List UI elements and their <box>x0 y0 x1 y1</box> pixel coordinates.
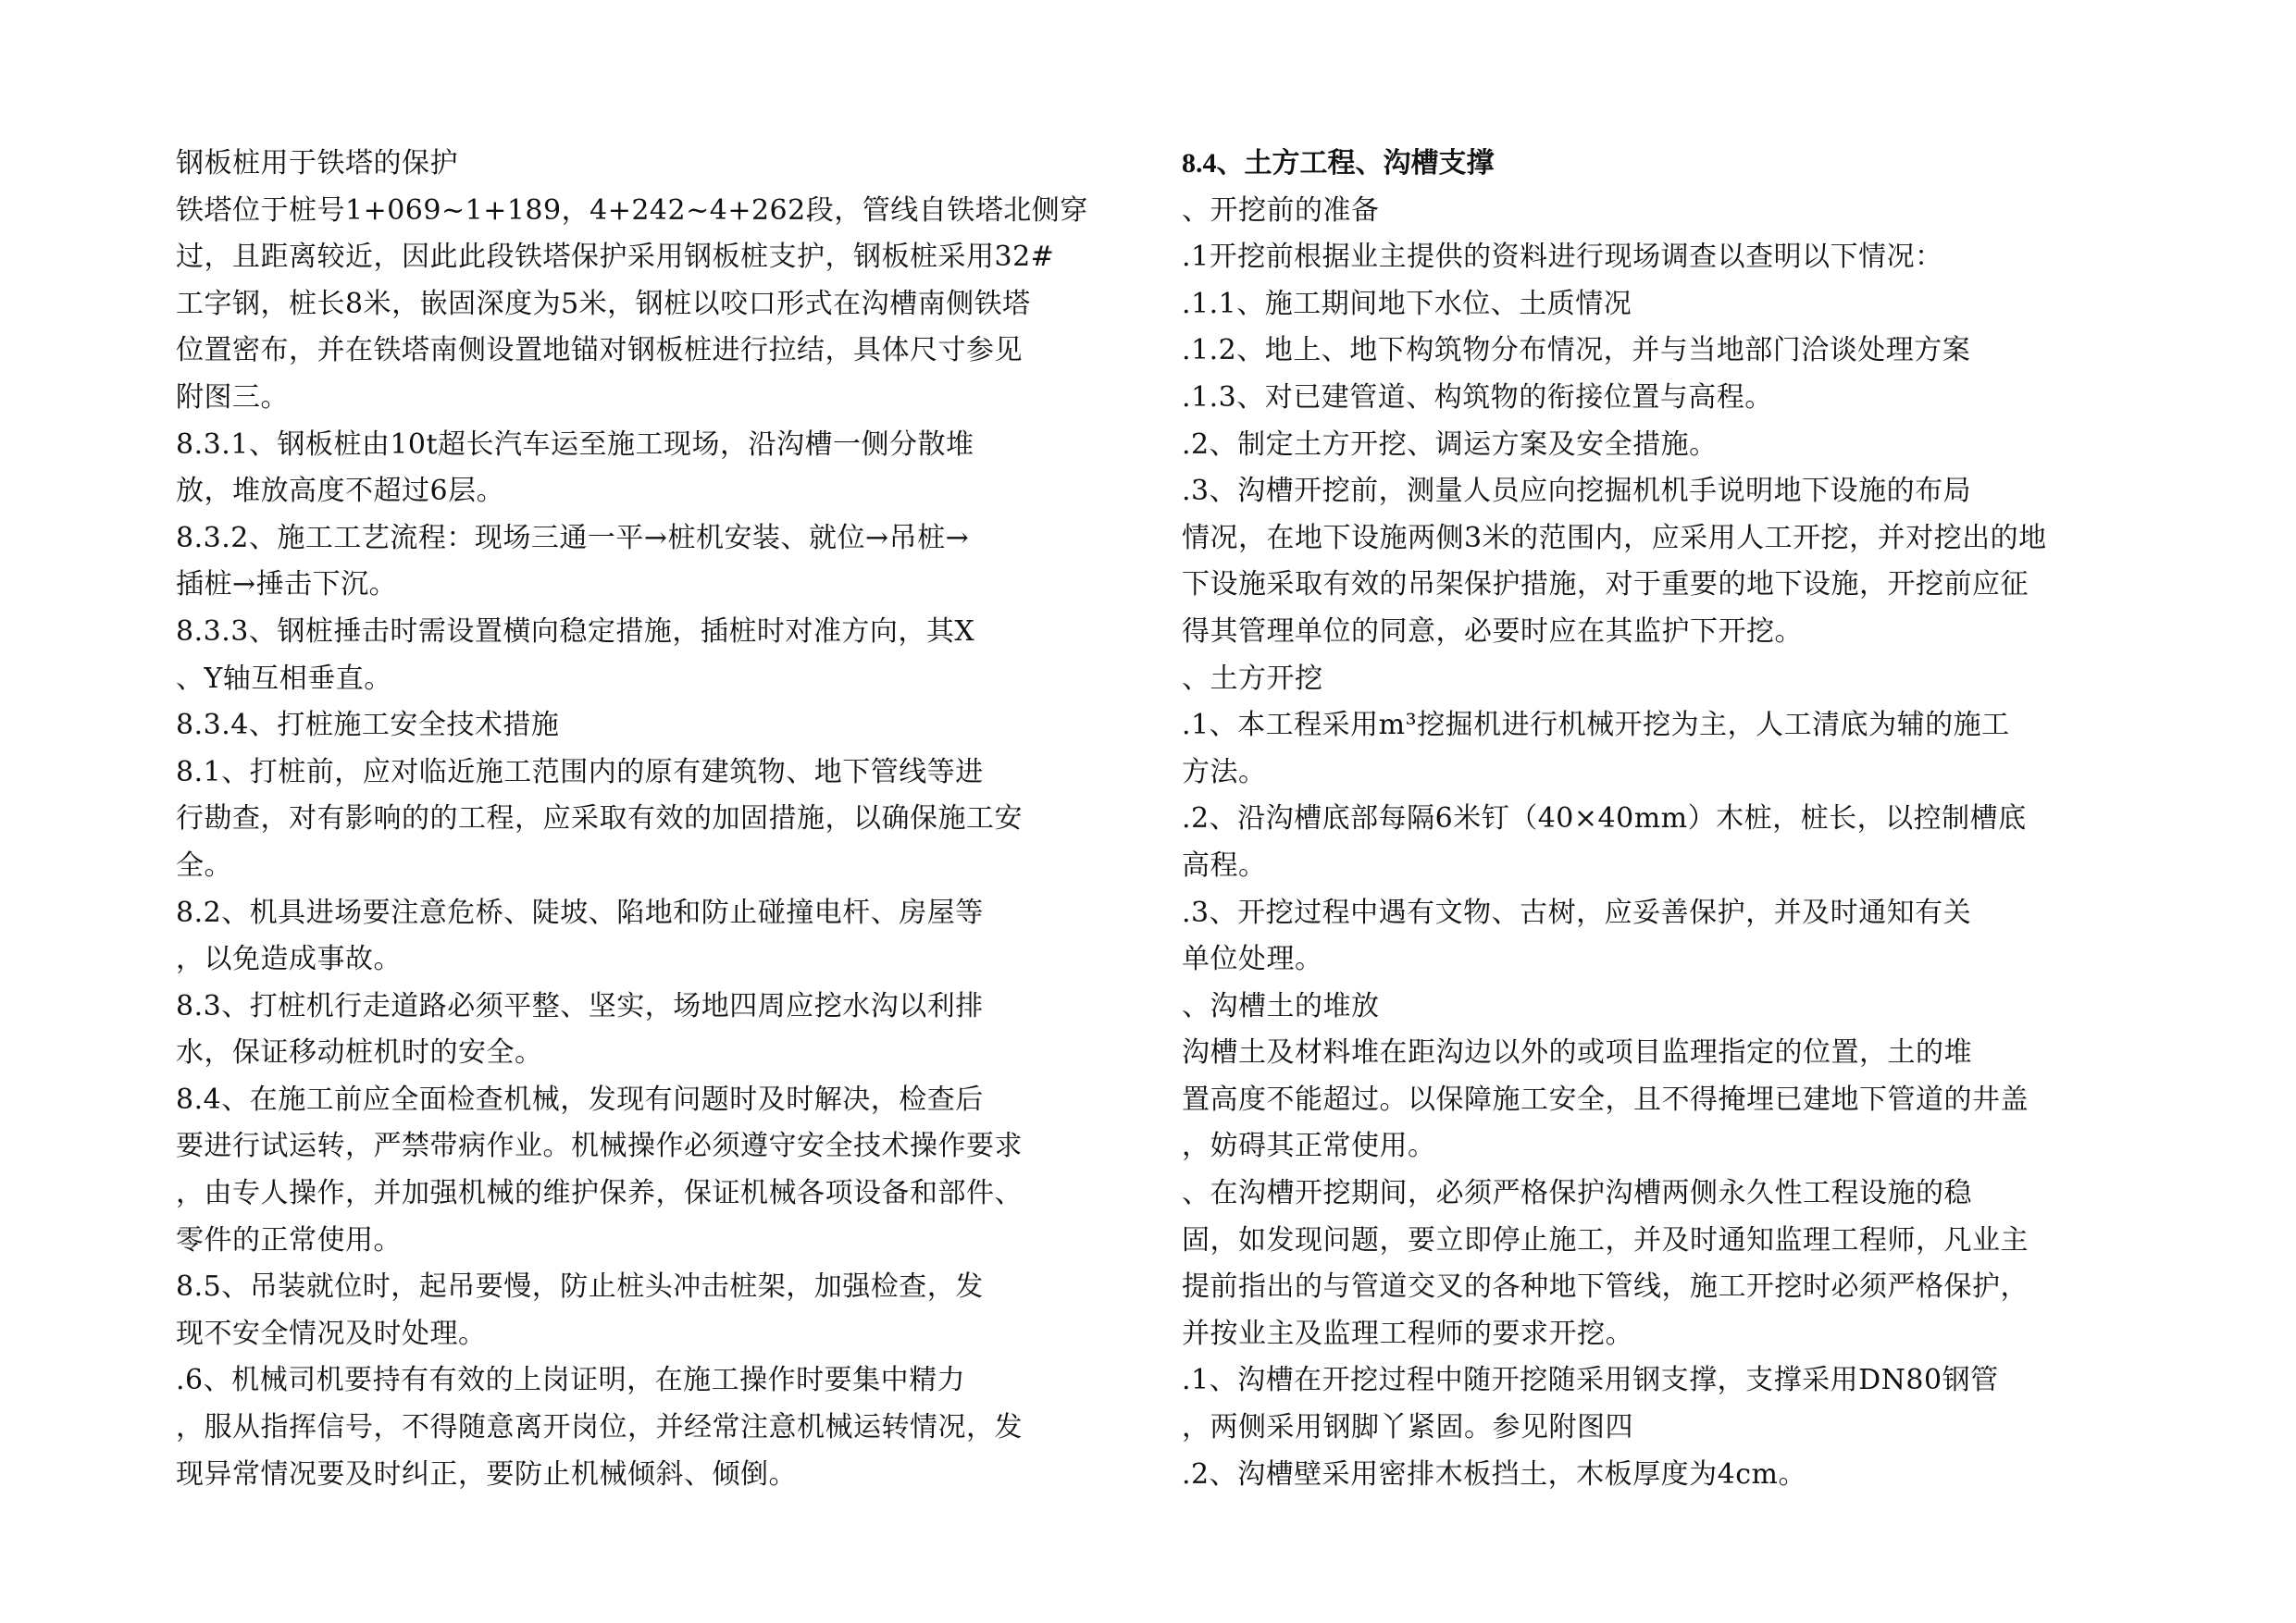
paragraph-sheet-pile-title: 钢板桩用于铁塔的保护 <box>176 147 458 180</box>
paragraph-soil-stacking-title: 、沟槽土的堆放 <box>1182 989 1380 1022</box>
paragraph-earth-excavation-title: 、土方开挖 <box>1182 662 1323 695</box>
paragraph-tower-location: 铁塔位于桩号1+069~1+189，4+242~4+262段，管线自铁塔北侧穿 过，且距离较近，因此此段铁塔保护采用钢板桩支护，钢板桩采用32# 工字钢，桩长8米，嵌固深度为5米，钢桩以咬口形式在沟槽南侧铁塔 位置密布，并在铁塔南侧设置地锚对钢板桩进行拉结，具体尺寸参见 附图三。 <box>176 193 1088 414</box>
paragraph-wood-stakes: .2、沿沟槽底部每隔6米钉（40×40mm）木桩，桩长，以控制槽底 高程。 <box>1182 802 2027 882</box>
paragraph-8-3: 8.3、打桩机行走道路必须平整、坚实，场地四周应挖水沟以利排 水，保证移动桩机时的安全。 <box>176 989 984 1070</box>
paragraph-steel-support: .1、沟槽在开挖过程中随开挖随采用钢支撑，支撑采用DN80钢管 ，两侧采用钢脚丫紧固。参见附图四 <box>1182 1364 1999 1444</box>
paragraph-groundwater: .1.1、施工期间地下水位、土质情况 <box>1182 287 1632 320</box>
right-column <box>1182 141 2149 1498</box>
paragraph-earthwork-plan: .2、制定土方开挖、调运方案及安全措施。 <box>1182 427 1718 461</box>
paragraph-preparation: 、开挖前的准备 <box>1182 193 1380 227</box>
section-heading-earthwork: 8.4、土方工程、沟槽支撑 <box>1182 148 1495 179</box>
paragraph-relics: .3、开挖过程中遇有文物、古树，应妥善保护，并及时通知有关 单位处理。 <box>1182 896 1972 976</box>
paragraph-protection: 、在沟槽开挖期间，必须严格保护沟槽两侧永久性工程设施的稳 固，如发现问题，要立即停止施工，并及时通知监理工程师，凡业主 提前指出的与管道交叉的各种地下管线，施工开挖时必须严格保护， 并按业主及监理工程师的要求开挖。 <box>1182 1177 2029 1350</box>
paragraph-8-2: 8.2、机具进场要注意危桥、陡坡、陷地和防止碰撞电杆、房屋等 ，以免造成事故。 <box>176 896 984 976</box>
paragraph-trench-excavation-prior: .3、沟槽开挖前，测量人员应向挖掘机机手说明地下设施的布局 情况，在地下设施两侧3米的范围内，应采用人工开挖，并对挖出的地 下设施采取有效的吊架保护措施，对于重要的地下设施，开挖前应征 得其管理单位的同意，必要时应在其监护下开挖。 <box>1182 475 2047 648</box>
paragraph-8-3-3: 8.3.3、钢桩捶击时需设置横向稳定措施，插桩时对准方向，其X 、Y轴互相垂直。 <box>176 614 975 695</box>
paragraph-excavator: .1、本工程采用m³挖掘机进行机械开挖为主，人工清底为辅的施工 方法。 <box>1182 709 2010 788</box>
paragraph-8-4: 8.4、在施工前应全面检查机械，发现有问题时及时解决，检查后 要进行试运转，严禁带病作业。机械操作必须遵守安全技术操作要求 ，由专人操作，并加强机械的维护保养，保证机械各项设备和部件、 零件的正常使用。 <box>176 1083 1023 1257</box>
paragraph-soil-stacking: 沟槽土及材料堆在距沟边以外的或项目监理指定的位置，土的堆 置高度不能超过。以保障施工安全，且不得掩埋已建地下管道的井盖 ，妨碍其正常使用。 <box>1182 1036 2029 1163</box>
paragraph-8-1: 8.1、打桩前，应对临近施工范围内的原有建筑物、地下管线等进 行勘查，对有影响的的工程，应采取有效的加固措施，以确保施工安 全。 <box>176 755 1023 882</box>
paragraph-8-5: 8.5、吊装就位时，起吊要慢，防止桩头冲击桩架，加强检查，发 现不安全情况及时处理。 <box>176 1270 984 1350</box>
paragraph-wood-boards: .2、沟槽壁采用密排木板挡土，木板厚度为4cm。 <box>1182 1457 1806 1491</box>
paragraph-8-3-2: 8.3.2、施工工艺流程：现场三通一平→桩机安装、就位→吊桩→ 插桩→捶击下沉。 <box>176 521 970 601</box>
paragraph-8-3-1: 8.3.1、钢板桩由10t超长汽车运至施工现场，沿沟槽一侧分散堆 放，堆放高度不超过6层。 <box>176 427 974 508</box>
paragraph-6: .6、机械司机要持有有效的上岗证明，在施工操作时要集中精力 ，服从指挥信号，不得随意离开岗位，并经常注意机械运转情况，发 现异常情况要及时纠正，要防止机械倾斜、倾倒。 <box>176 1364 1023 1491</box>
paragraph-8-3-4: 8.3.4、打桩施工安全技术措施 <box>176 709 560 742</box>
paragraph-survey: .1开挖前根据业主提供的资料进行现场调查以查明以下情况： <box>1182 241 1943 274</box>
paragraph-connections: .1.3、对已建管道、构筑物的衔接位置与高程。 <box>1182 380 1773 414</box>
left-column <box>176 141 1138 1498</box>
paragraph-structures: .1.2、地上、地下构筑物分布情况，并与当地部门洽谈处理方案 <box>1182 334 1971 367</box>
